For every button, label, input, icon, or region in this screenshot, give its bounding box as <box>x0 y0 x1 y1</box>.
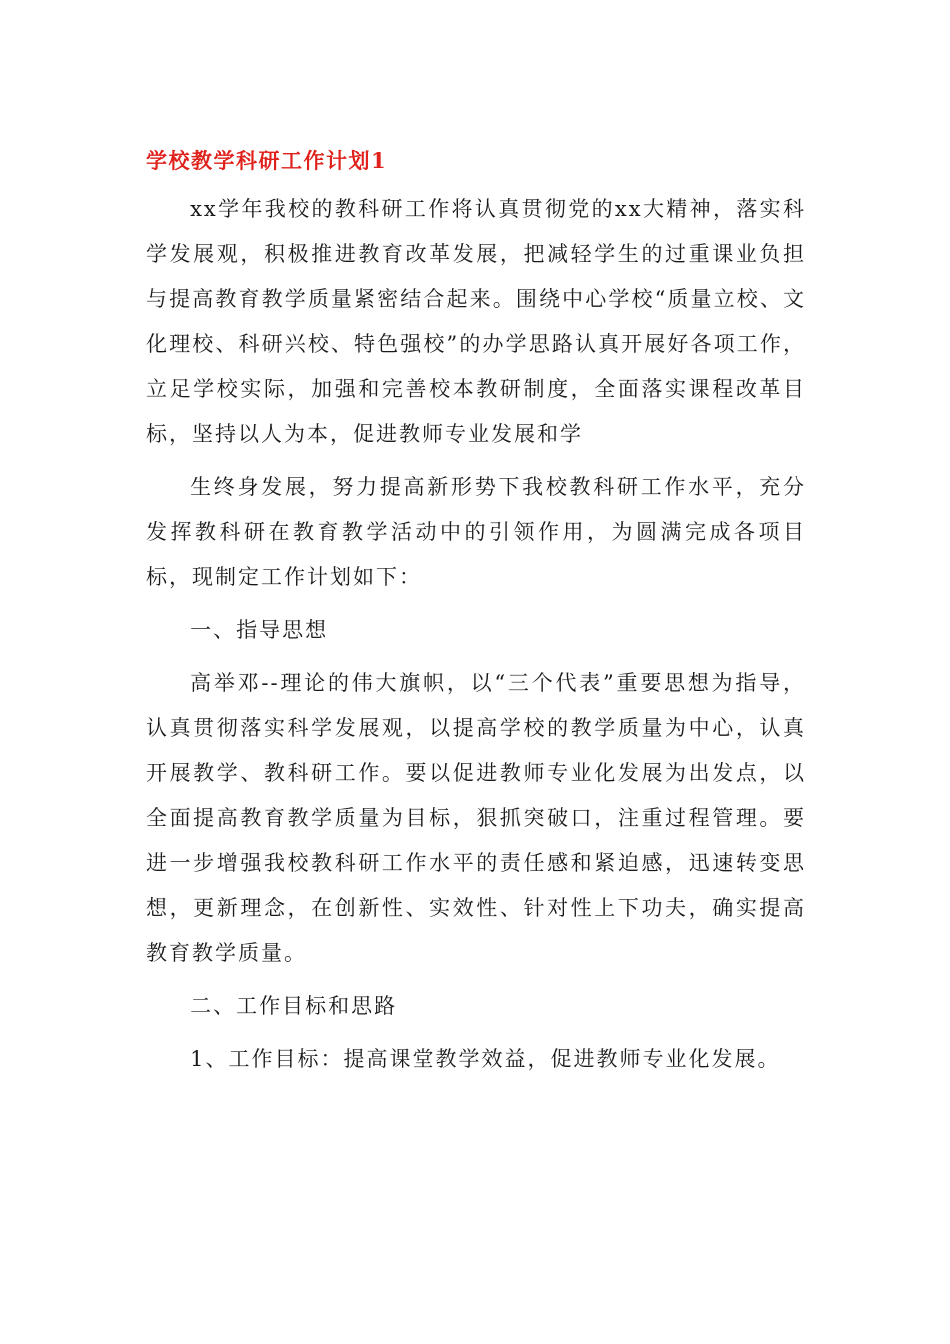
intro-paragraph-1: xx学年我校的教科研工作将认真贯彻党的xx大精神，落实科学发展观，积极推进教育改革发展，把减轻学生的过重课业负担与提高教育教学质量紧密结合起来。围绕中心学校“质量立校、文化理校、科研兴校、特色强校”的办学思路认真开展好各项工作，立足学校实际，加强和完善校本教研制度，全面落实课程改革目标，坚持以人为本，促进教师专业发展和学 <box>146 197 806 446</box>
section-paragraph-guiding-ideology: 高举邓--理论的伟大旗帜，以“三个代表”重要思想为指导，认真贯彻落实科学发展观，以提高学校的教学质量为中心，认真开展教学、教科研工作。要以促进教师专业化发展为出发点，以全面提高教育教学质量为目标，狠抓突破口，注重过程管理。要进一步增强我校教科研工作水平的责任感和紧迫感，迅速转变思想，更新理念，在创新性、实效性、针对性上下功夫，确实提高教育教学质量。 <box>146 671 806 965</box>
document-title: 学校教学科研工作计划1 <box>146 148 388 173</box>
section-heading-goals: 二、工作目标和思路 <box>190 994 398 1018</box>
document-body <box>146 138 806 1090</box>
section-heading-guiding-ideology: 一、指导思想 <box>190 618 329 642</box>
list-item-goal-1: 1、工作目标：提高课堂教学效益，促进教师专业化发展。 <box>190 1047 781 1071</box>
intro-paragraph-2: 生终身发展，努力提高新形势下我校教科研工作水平，充分发挥教科研在教育教学活动中的引领作用，为圆满完成各项目标，现制定工作计划如下： <box>146 475 806 589</box>
